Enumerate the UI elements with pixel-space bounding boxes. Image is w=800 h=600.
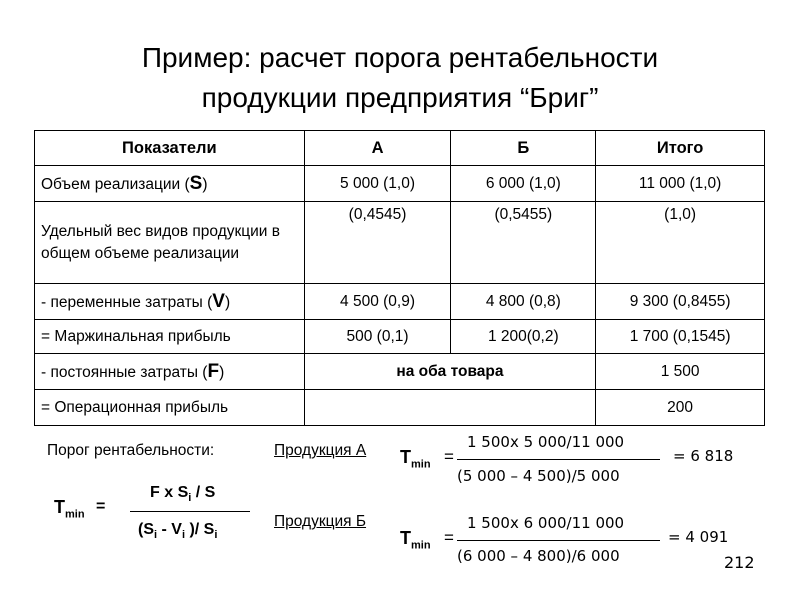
- header-total: Итого: [596, 131, 765, 166]
- cell-total: 1 500: [596, 354, 765, 390]
- table-row: [35, 320, 765, 354]
- product-a-lhs: [400, 447, 431, 471]
- cell-a: (0,4545): [304, 202, 451, 284]
- cell-ab-merged: на оба товара: [304, 354, 596, 390]
- page-number: 212: [724, 553, 755, 572]
- header-b: Б: [451, 131, 596, 166]
- label-text: - постоянные затраты (: [41, 363, 208, 381]
- general-formula-numerator: [150, 484, 215, 504]
- tmin-symbol: T: [400, 528, 411, 548]
- cell-a: 4 500 (0,9): [304, 284, 451, 320]
- product-a-denominator: (5 000 – 4 500)/5 000: [457, 467, 620, 485]
- label-close: ): [224, 293, 231, 311]
- table-row: [35, 284, 765, 320]
- label-symbol: F: [207, 360, 220, 382]
- header-indicators: Показатели: [35, 131, 305, 166]
- product-a-numerator: 1 500х 5 000/11 000: [467, 433, 625, 451]
- cell-b: 4 800 (0,8): [451, 284, 596, 320]
- row-label: [35, 354, 305, 390]
- denominator-sub-3: i: [214, 529, 218, 542]
- denominator-sub-1: i: [154, 529, 158, 542]
- product-b-numerator: 1 500х 6 000/11 000: [467, 514, 625, 532]
- cell-total: 1 700 (0,1545): [596, 320, 765, 354]
- cell-b: 6 000 (1,0): [451, 166, 596, 202]
- row-label: Удельный вес видов продукции в общем объеме реализации: [35, 202, 305, 284]
- product-b-lhs: [400, 528, 431, 552]
- title-line-1: Пример: расчет порога рентабельности: [141, 42, 659, 73]
- cell-b: (0,5455): [451, 202, 596, 284]
- general-formula-lhs: [54, 497, 85, 521]
- general-formula-eq: =: [96, 498, 106, 515]
- slide-title: [0, 38, 800, 118]
- cell-total: 200: [596, 390, 765, 426]
- table-row: [35, 354, 765, 390]
- product-a-label: Продукция А: [274, 442, 367, 459]
- cell-a: 5 000 (1,0): [304, 166, 451, 202]
- label-close: ): [202, 175, 208, 193]
- title-line-2: продукции предприятия “Бриг”: [201, 82, 599, 113]
- table-row: [35, 166, 765, 202]
- cell-total: (1,0): [596, 202, 765, 284]
- product-a-result: = 6 818: [673, 447, 734, 465]
- cell-a: 500 (0,1): [304, 320, 451, 354]
- product-b-result: = 4 091: [668, 528, 729, 546]
- denominator-sub-2: i: [181, 529, 186, 542]
- table-header-row: [35, 131, 765, 166]
- row-label: [35, 284, 305, 320]
- product-b-eq: =: [444, 528, 454, 547]
- table-row: [35, 202, 765, 284]
- tmin-symbol: T: [54, 497, 65, 517]
- cell-total: 11 000 (1,0): [596, 166, 765, 202]
- denominator-tail: )/ S: [185, 521, 215, 538]
- product-b-fraction-bar: [457, 540, 660, 541]
- cell-total: 9 300 (0,8455): [596, 284, 765, 320]
- row-label: = Операционная прибыль: [35, 390, 305, 426]
- tmin-symbol: T: [400, 447, 411, 467]
- label-close: ): [219, 363, 225, 381]
- breakeven-table: [34, 130, 765, 426]
- row-label: = Маржинальная прибыль: [35, 320, 305, 354]
- numerator-main: F x S: [150, 484, 189, 501]
- tmin-subscript: min: [411, 458, 431, 471]
- label-symbol: V: [212, 290, 225, 312]
- numerator-sub: i: [188, 492, 192, 505]
- product-b-denominator: (6 000 – 4 800)/6 000: [457, 547, 620, 565]
- numerator-tail: / S: [191, 484, 216, 501]
- label-text: - переменные затраты (: [41, 293, 213, 311]
- tmin-subscript: min: [411, 539, 431, 552]
- general-formula-fraction-bar: [130, 511, 250, 512]
- denominator-mid: - V: [157, 521, 182, 538]
- row-label: [35, 166, 305, 202]
- table-row: [35, 390, 765, 426]
- product-a-eq: =: [444, 447, 454, 466]
- tmin-subscript: min: [65, 508, 85, 521]
- label-text: Объем реализации (: [41, 175, 190, 193]
- denominator-open: (S: [138, 521, 154, 538]
- breakeven-label: Порог рентабельности:: [47, 442, 215, 459]
- general-formula-denominator: [138, 521, 217, 541]
- label-symbol: S: [189, 172, 203, 194]
- cell-b: 1 200(0,2): [451, 320, 596, 354]
- product-a-fraction-bar: [457, 459, 660, 460]
- header-a: А: [304, 131, 451, 166]
- product-b-label: Продукция Б: [274, 513, 367, 530]
- cell-ab-empty: [304, 390, 596, 426]
